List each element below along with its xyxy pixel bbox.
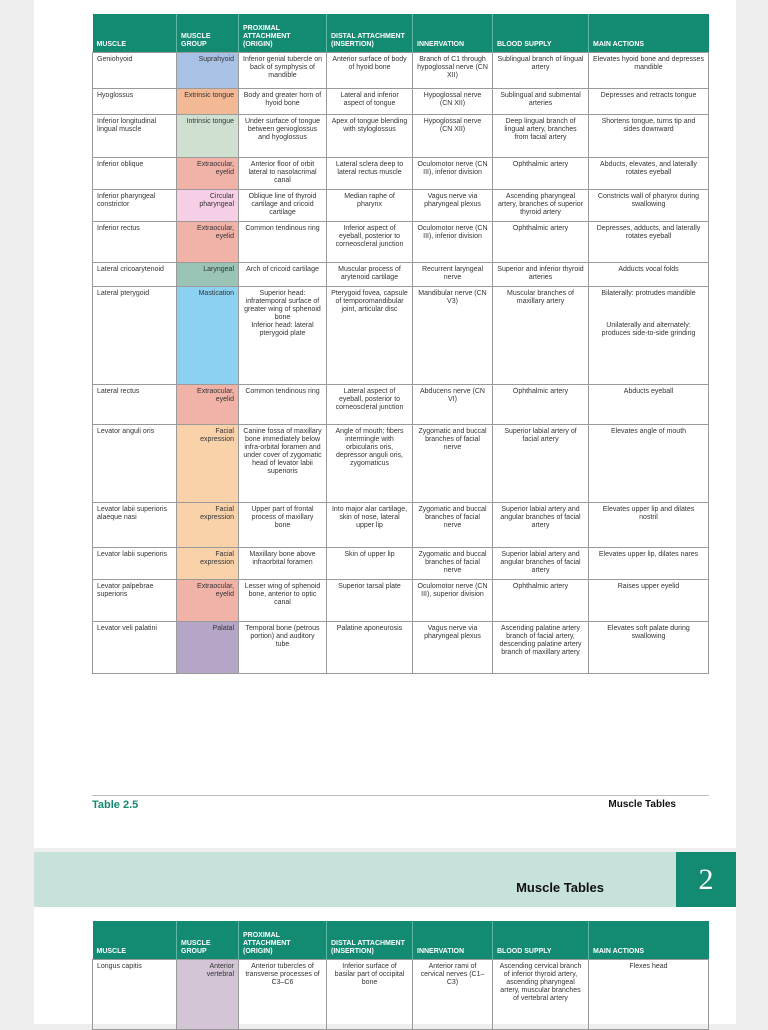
cell-insertion: Angle of mouth; fibers intermingle with orbicularis oris, depressor anguli oris, zygomaticus bbox=[327, 424, 413, 502]
cell-insertion: Superior tarsal plate bbox=[327, 579, 413, 621]
table-row bbox=[93, 189, 709, 221]
cell-innervation: Branch of C1 through hypoglossal nerve (CN XII) bbox=[413, 52, 493, 88]
cell-innervation: Vagus nerve via pharyngeal plexus bbox=[413, 621, 493, 673]
chapter-number-tab: 2 bbox=[676, 852, 736, 907]
cell-origin: Under surface of tongue between genioglossus and hyoglossus bbox=[239, 114, 327, 157]
table-row bbox=[93, 221, 709, 262]
cell-insertion: Inferior aspect of eyeball, posterior to corneoscleral junction bbox=[327, 221, 413, 262]
table-label: Table 2.5 bbox=[92, 799, 139, 811]
cell-main-actions: Bilaterally: protrudes mandible Unilaterally and alternately: produces side-to-side grinding bbox=[589, 286, 709, 384]
cell-origin: Body and greater horn of hyoid bone bbox=[239, 88, 327, 114]
cell-muscle: Lateral cricoarytenoid bbox=[93, 262, 177, 286]
cell-main-actions: Elevates upper lip and dilates nostril bbox=[589, 502, 709, 547]
cell-muscle: Inferior rectus bbox=[93, 221, 177, 262]
cell-muscle-group: Extraocular, eyelid bbox=[177, 221, 239, 262]
header-main-actions: MAIN ACTIONS bbox=[589, 14, 709, 52]
header-blood-supply: BLOOD SUPPLY bbox=[493, 921, 589, 959]
header-muscle: MUSCLE bbox=[93, 921, 177, 959]
cell-innervation: Abducens nerve (CN VI) bbox=[413, 384, 493, 424]
table-page bbox=[34, 0, 736, 848]
section-title: Muscle Tables bbox=[516, 880, 604, 895]
cell-origin: Maxillary bone above infraorbital foramen bbox=[239, 547, 327, 579]
header-muscle: MUSCLE bbox=[93, 14, 177, 52]
header-main-actions: MAIN ACTIONS bbox=[589, 921, 709, 959]
table-row bbox=[93, 621, 709, 673]
cell-insertion: Median raphe of pharynx bbox=[327, 189, 413, 221]
header-origin: PROXIMAL ATTACHMENT (ORIGIN) bbox=[239, 921, 327, 959]
cell-main-actions: Abducts, elevates, and laterally rotates eyeball bbox=[589, 157, 709, 189]
table-header-row bbox=[93, 921, 709, 959]
cell-origin: Temporal bone (petrous portion) and auditory tube bbox=[239, 621, 327, 673]
cell-blood-supply: Sublingual and submental arteries bbox=[493, 88, 589, 114]
table-row bbox=[93, 286, 709, 384]
cell-innervation: Mandibular nerve (CN V3) bbox=[413, 286, 493, 384]
cell-main-actions: Adducts vocal folds bbox=[589, 262, 709, 286]
cell-muscle-group: Palatal bbox=[177, 621, 239, 673]
cell-main-actions: Constricts wall of pharynx during swallowing bbox=[589, 189, 709, 221]
header-innervation: INNERVATION bbox=[413, 14, 493, 52]
cell-main-actions: Elevates soft palate during swallowing bbox=[589, 621, 709, 673]
cell-main-actions: Shortens tongue, turns tip and sides downward bbox=[589, 114, 709, 157]
cell-muscle: Levator anguli oris bbox=[93, 424, 177, 502]
cell-main-actions: Flexes head bbox=[589, 959, 709, 1029]
table-row bbox=[93, 502, 709, 547]
muscle-table bbox=[92, 14, 709, 674]
cell-innervation: Oculomotor nerve (CN III), inferior division bbox=[413, 157, 493, 189]
cell-insertion: Anterior surface of body of hyoid bone bbox=[327, 52, 413, 88]
cell-origin: Common tendinous ring bbox=[239, 221, 327, 262]
cell-insertion: Inferior surface of basilar part of occipital bone bbox=[327, 959, 413, 1029]
cell-muscle: Inferior pharyngeal constrictor bbox=[93, 189, 177, 221]
cell-muscle-group: Facial expression bbox=[177, 424, 239, 502]
table-body bbox=[93, 959, 709, 1029]
cell-muscle: Levator veli palatini bbox=[93, 621, 177, 673]
cell-insertion: Muscular process of arytenoid cartilage bbox=[327, 262, 413, 286]
cell-muscle: Inferior oblique bbox=[93, 157, 177, 189]
cell-blood-supply: Ascending pharyngeal artery, branches of superior thyroid artery bbox=[493, 189, 589, 221]
cell-innervation: Zygomatic and buccal branches of facial nerve bbox=[413, 502, 493, 547]
cell-insertion: Lateral sclera deep to lateral rectus muscle bbox=[327, 157, 413, 189]
cell-main-actions: Depresses and retracts tongue bbox=[589, 88, 709, 114]
cell-muscle-group: Facial expression bbox=[177, 547, 239, 579]
header-innervation: INNERVATION bbox=[413, 921, 493, 959]
header-blood-supply: BLOOD SUPPLY bbox=[493, 14, 589, 52]
cell-origin: Arch of cricoid cartilage bbox=[239, 262, 327, 286]
cell-innervation: Oculomotor nerve (CN III), superior division bbox=[413, 579, 493, 621]
cell-innervation: Oculomotor nerve (CN III), inferior division bbox=[413, 221, 493, 262]
cell-muscle: Inferior longitudinal lingual muscle bbox=[93, 114, 177, 157]
cell-insertion: Skin of upper lip bbox=[327, 547, 413, 579]
cell-blood-supply: Superior labial artery of facial artery bbox=[493, 424, 589, 502]
cell-blood-supply: Ascending cervical branch of inferior thyroid artery, ascending pharyngeal artery, muscular branches of vertebral artery bbox=[493, 959, 589, 1029]
cell-muscle: Lateral pterygoid bbox=[93, 286, 177, 384]
cell-insertion: Palatine aponeurosis bbox=[327, 621, 413, 673]
cell-blood-supply: Superior labial artery and angular branches of facial artery bbox=[493, 547, 589, 579]
next-page bbox=[34, 852, 736, 1024]
header-muscle-group: MUSCLE GROUP bbox=[177, 921, 239, 959]
cell-muscle-group: Facial expression bbox=[177, 502, 239, 547]
cell-muscle-group: Anterior vertebral bbox=[177, 959, 239, 1029]
cell-main-actions: Depresses, adducts, and laterally rotates eyeball bbox=[589, 221, 709, 262]
cell-blood-supply: Muscular branches of maxillary artery bbox=[493, 286, 589, 384]
cell-insertion: Apex of tongue blending with styloglossus bbox=[327, 114, 413, 157]
cell-main-actions: Raises upper eyelid bbox=[589, 579, 709, 621]
cell-insertion: Into major alar cartilage, skin of nose, lateral upper lip bbox=[327, 502, 413, 547]
cell-origin: Lesser wing of sphenoid bone, anterior to optic canal bbox=[239, 579, 327, 621]
cell-main-actions: Elevates angle of mouth bbox=[589, 424, 709, 502]
cell-main-actions: Elevates hyoid bone and depresses mandible bbox=[589, 52, 709, 88]
cell-muscle: Levator palpebrae superioris bbox=[93, 579, 177, 621]
cell-origin: Upper part of frontal process of maxillary bone bbox=[239, 502, 327, 547]
cell-main-actions: Elevates upper lip, dilates nares bbox=[589, 547, 709, 579]
table-row bbox=[93, 384, 709, 424]
cell-muscle-group: Suprahyoid bbox=[177, 52, 239, 88]
cell-origin: Superior head: infratemporal surface of greater wing of sphenoid bone Inferior head: lateral pterygoid plate bbox=[239, 286, 327, 384]
cell-muscle-group: Extraocular, eyelid bbox=[177, 157, 239, 189]
cell-innervation: Vagus nerve via pharyngeal plexus bbox=[413, 189, 493, 221]
cell-origin: Canine fossa of maxillary bone immediately below infra-orbital foramen and under cover of zygomatic head of levator labii superioris bbox=[239, 424, 327, 502]
cell-innervation: Anterior rami of cervical nerves (C1–C3) bbox=[413, 959, 493, 1029]
cell-muscle-group: Laryngeal bbox=[177, 262, 239, 286]
cell-muscle-group: Extrinsic tongue bbox=[177, 88, 239, 114]
table-row bbox=[93, 547, 709, 579]
cell-blood-supply: Ascending palatine artery branch of facial artery, descending palatine artery branch of maxillary artery bbox=[493, 621, 589, 673]
cell-muscle: Lateral rectus bbox=[93, 384, 177, 424]
table-row bbox=[93, 52, 709, 88]
table-row bbox=[93, 959, 709, 1029]
cell-insertion: Lateral and inferior aspect of tongue bbox=[327, 88, 413, 114]
cell-blood-supply: Ophthalmic artery bbox=[493, 221, 589, 262]
cell-muscle-group: Extraocular, eyelid bbox=[177, 384, 239, 424]
section-band bbox=[34, 852, 676, 907]
cell-muscle-group: Intrinsic tongue bbox=[177, 114, 239, 157]
cell-innervation: Zygomatic and buccal branches of facial nerve bbox=[413, 424, 493, 502]
cell-blood-supply: Deep lingual branch of lingual artery, branches from facial artery bbox=[493, 114, 589, 157]
table-header-row bbox=[93, 14, 709, 52]
cell-muscle: Levator labii superioris alaeque nasi bbox=[93, 502, 177, 547]
header-insertion: DISTAL ATTACHMENT (INSERTION) bbox=[327, 14, 413, 52]
cell-blood-supply: Superior and inferior thyroid arteries bbox=[493, 262, 589, 286]
header-muscle-group: MUSCLE GROUP bbox=[177, 14, 239, 52]
cell-blood-supply: Ophthalmic artery bbox=[493, 157, 589, 189]
cell-blood-supply: Ophthalmic artery bbox=[493, 384, 589, 424]
cell-muscle: Hyoglossus bbox=[93, 88, 177, 114]
table-row bbox=[93, 114, 709, 157]
cell-muscle-group: Extraocular, eyelid bbox=[177, 579, 239, 621]
cell-innervation: Hypoglossal nerve (CN XII) bbox=[413, 114, 493, 157]
table-row bbox=[93, 424, 709, 502]
cell-muscle: Geniohyoid bbox=[93, 52, 177, 88]
cell-origin: Inferior genial tubercle on back of symphysis of mandible bbox=[239, 52, 327, 88]
table-row bbox=[93, 157, 709, 189]
cell-innervation: Zygomatic and buccal branches of facial nerve bbox=[413, 547, 493, 579]
footer-divider bbox=[92, 795, 709, 796]
cell-origin: Anterior floor of orbit lateral to nasolacrimal canal bbox=[239, 157, 327, 189]
cell-innervation: Hypoglossal nerve (CN XII) bbox=[413, 88, 493, 114]
cell-insertion: Lateral aspect of eyeball, posterior to corneoscleral junction bbox=[327, 384, 413, 424]
cell-innervation: Recurrent laryngeal nerve bbox=[413, 262, 493, 286]
cell-blood-supply: Ophthalmic artery bbox=[493, 579, 589, 621]
cell-origin: Oblique line of thyroid cartilage and cricoid cartilage bbox=[239, 189, 327, 221]
cell-muscle-group: Mastication bbox=[177, 286, 239, 384]
cell-blood-supply: Superior labial artery and angular branches of facial artery bbox=[493, 502, 589, 547]
cell-muscle-group: Circular pharyngeal bbox=[177, 189, 239, 221]
cell-origin: Anterior tubercles of transverse processes of C3–C6 bbox=[239, 959, 327, 1029]
table-row bbox=[93, 262, 709, 286]
table-row bbox=[93, 88, 709, 114]
cell-muscle: Longus capitis bbox=[93, 959, 177, 1029]
cell-insertion: Pterygoid fovea, capsule of temporomandibular joint, articular disc bbox=[327, 286, 413, 384]
table-row bbox=[93, 579, 709, 621]
cell-main-actions: Abducts eyeball bbox=[589, 384, 709, 424]
cell-muscle: Levator labii superioris bbox=[93, 547, 177, 579]
muscle-table-continued bbox=[92, 921, 709, 1030]
header-origin: PROXIMAL ATTACHMENT (ORIGIN) bbox=[239, 14, 327, 52]
footer-title: Muscle Tables bbox=[608, 799, 676, 810]
header-insertion: DISTAL ATTACHMENT (INSERTION) bbox=[327, 921, 413, 959]
cell-blood-supply: Sublingual branch of lingual artery bbox=[493, 52, 589, 88]
cell-origin: Common tendinous ring bbox=[239, 384, 327, 424]
table-body bbox=[93, 52, 709, 673]
